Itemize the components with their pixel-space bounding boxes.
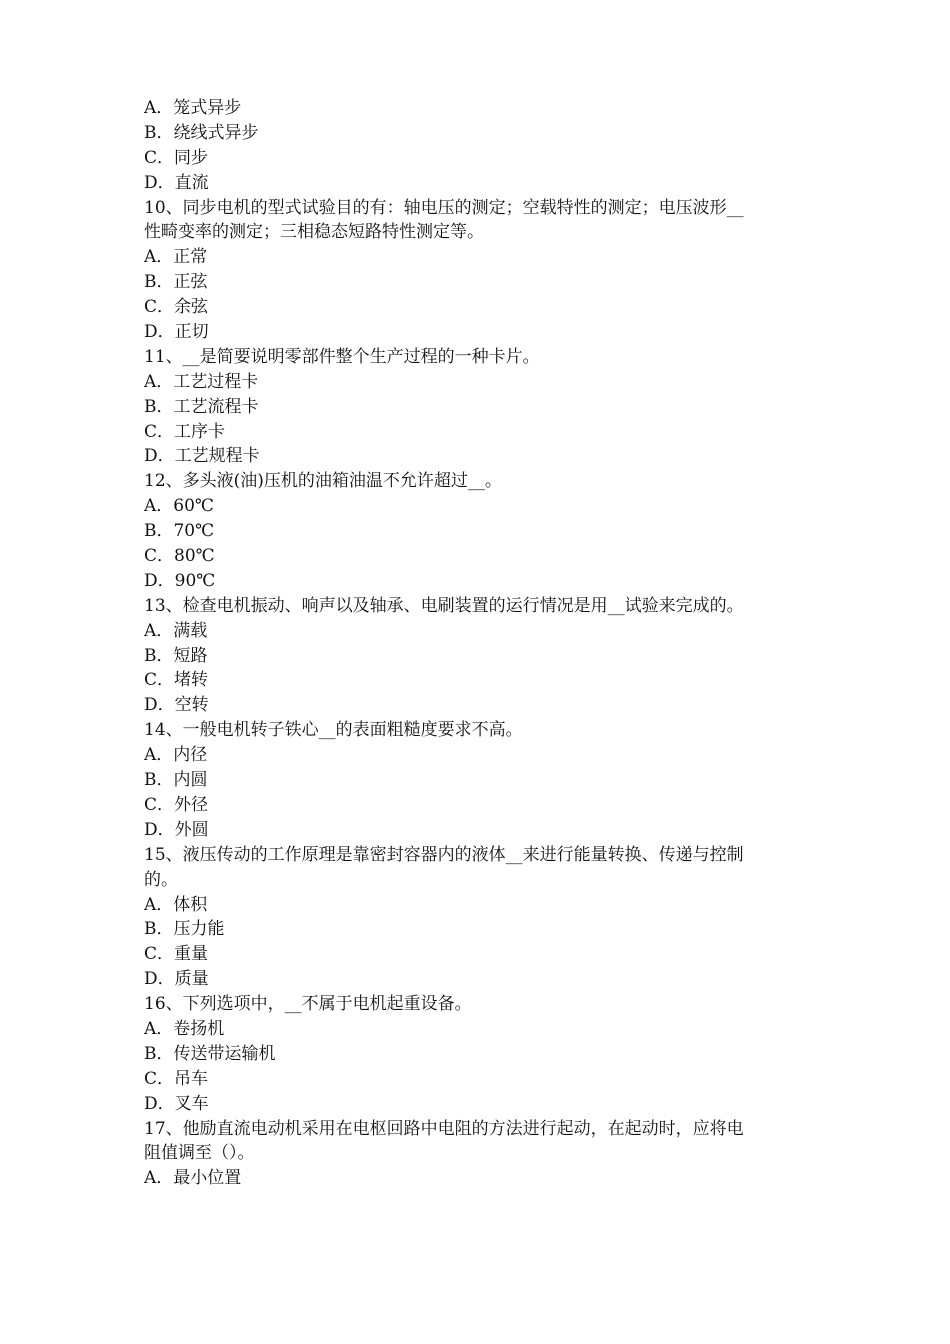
document-body xyxy=(144,96,812,1191)
option-line: C．工序卡 xyxy=(144,421,226,442)
option-line: B．内圆 xyxy=(144,770,208,791)
option-line: C．外径 xyxy=(144,794,209,815)
option-line: A．满载 xyxy=(144,620,208,641)
question-17: 17、他励直流电动机采用在电枢回路中电阻的方法进行起动，在起动时，应将电 xyxy=(144,1118,744,1139)
option-line: D．工艺规程卡 xyxy=(144,446,260,467)
option-line: B．绕线式异步 xyxy=(144,122,259,143)
option-line: D．叉车 xyxy=(144,1093,209,1114)
question-15: 15、液压传动的工作原理是靠密封容器内的液体__来进行能量转换、传递与控制 xyxy=(144,844,744,865)
option-line: D．正切 xyxy=(144,322,209,343)
option-line: D．空转 xyxy=(144,695,209,716)
option-line: C．80℃ xyxy=(144,546,215,567)
option-line: B．短路 xyxy=(144,645,208,666)
question-16: 16、下列选项中，__不属于电机起重设备。 xyxy=(144,994,472,1015)
question-12: 12、多头液(油)压机的油箱油温不允许超过__。 xyxy=(144,471,502,492)
option-line: C．重量 xyxy=(144,944,209,965)
question-15-continued: 的。 xyxy=(144,869,178,890)
option-line: A．内径 xyxy=(144,745,208,766)
question-11: 11、__是简要说明零部件整个生产过程的一种卡片。 xyxy=(144,346,540,367)
question-10-continued: 性畸变率的测定；三相稳态短路特性测定等。 xyxy=(144,222,484,243)
option-line: B．传送带运输机 xyxy=(144,1043,276,1064)
option-line: C．吊车 xyxy=(144,1068,209,1089)
option-line: D．质量 xyxy=(144,969,209,990)
option-line: A．笼式异步 xyxy=(144,98,242,118)
question-10: 10、同步电机的型式试验目的有：轴电压的测定；空载特性的测定；电压波形__ xyxy=(144,197,744,218)
option-line: A．正常 xyxy=(144,247,208,268)
option-line: A．工艺过程卡 xyxy=(144,371,259,392)
option-line: B．正弦 xyxy=(144,272,208,293)
option-line: C．余弦 xyxy=(144,297,209,318)
question-13: 13、检查电机振动、响声以及轴承、电刷装置的运行情况是用__试验来完成的。 xyxy=(144,595,744,616)
option-line: A．体积 xyxy=(144,894,208,915)
option-line: A．卷扬机 xyxy=(144,1018,225,1039)
option-line: B．工艺流程卡 xyxy=(144,396,259,417)
question-17-continued: 阻值调至（）。 xyxy=(144,1143,255,1164)
option-line: B．压力能 xyxy=(144,919,225,940)
option-line: A．60℃ xyxy=(144,496,214,517)
option-line: D．外圆 xyxy=(144,819,209,840)
question-14: 14、一般电机转子铁心__的表面粗糙度要求不高。 xyxy=(144,720,523,741)
option-line: C．堵转 xyxy=(144,670,209,691)
option-line: A．最小位置 xyxy=(144,1168,242,1189)
option-line: C．同步 xyxy=(144,147,209,168)
option-line: B．70℃ xyxy=(144,521,215,542)
option-line: D．90℃ xyxy=(144,570,216,591)
option-line: D．直流 xyxy=(144,172,209,193)
